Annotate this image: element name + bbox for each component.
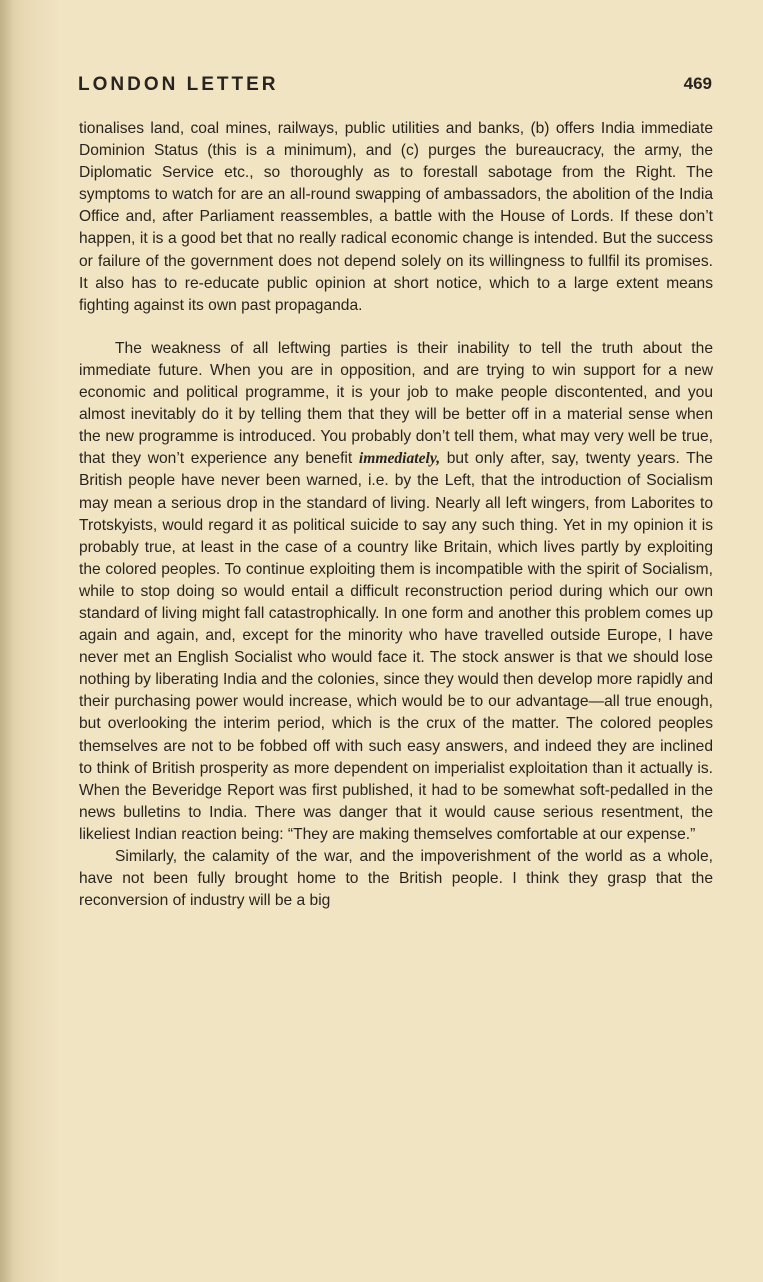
italic-emphasis: immediately, [358,450,441,468]
paragraph-text-part: but only after, say, twenty years. The British people have never been warned, i.e. by the Left, that the introduction of Socialism may mean a serious drop in the standard of living. Nearly all left wingers, from Laborites to Trotskyists, would regard it as political suicide to say any such thing. Yet in my opinion it is probably true, at least in the case of a country like Britain, which lives partly by exploiting the colored peoples. To continue exploiting them is incompatible with the spirit of Socialism, while to stop doing so would entail a difficult reconstruction period during which our own standard of living might fall catastrophically. In one form and another this problem comes up again and again, and, except for the minority who have travelled outside Europe, I have never met an English Socialist who would face it. The stock answer is that we should lose nothing by liberating India and the colonies, since they would then develop more rapidly and their purchasing power would increase, which would be to our advantage—all true enough, but overlooking the interim period, which is the crux of the matter. The colored peoples themselves are not to be fobbed off with such easy answers, and indeed they are inclined to think of British prosperity as more dependent on imperialist exploitation than it actually is. When the Beveridge Report was first published, it had to be somewhat soft-pedalled in the news bulletins to India. There was danger that it would cause serious resentment, the likeliest Indian reaction being: “They are making themselves comfortable at our expense.” [79,450,713,843]
running-head: LONDON LETTER [78,74,279,95]
page-number: 469 [683,74,712,93]
page-header [78,74,712,98]
paragraph-calamity-of-war: Similarly, the calamity of the war, and the impoverishment of the world as a whole, have not been fully brought home to the British people. I think they grasp that the reconversion of industry will be a big [79,848,713,910]
paragraph-text-part: The weakness of all leftwing parties is their inability to tell the truth about the immediate future. When you are in opposition, and are trying to win support for a new economic and political programme, it is your job to make people discontented, and you almost inevitably do it by telling them that they will be better off in a material sense when the new programme is introduced. You probably don’t tell them, what may very well be true, that they won’t experience any benefit [79,339,713,468]
paragraph-continued: tionalises land, coal mines, railways, public utilities and banks, (b) offers India immediate Dominion Status (this is a minimum), and (c) purges the bureaucracy, the army, the Diplomatic Service etc., so thoroughly as to forestall sabotage from the Right. The symptoms to watch for are an all-round swapping of ambassadors, the abolition of the India Office and, after Parliament reassembles, a battle with the House of Lords. If these don’t happen, it is a good bet that no really radical economic change is intended. But the success or failure of the government does not depend solely on its willingness to fullfil its promises. It also has to re-educate public opinion at short notice, which to a large extent means fighting against its own past propaganda. [79,120,713,314]
article-body [79,118,713,912]
paragraph-leftwing-weakness [79,338,713,846]
